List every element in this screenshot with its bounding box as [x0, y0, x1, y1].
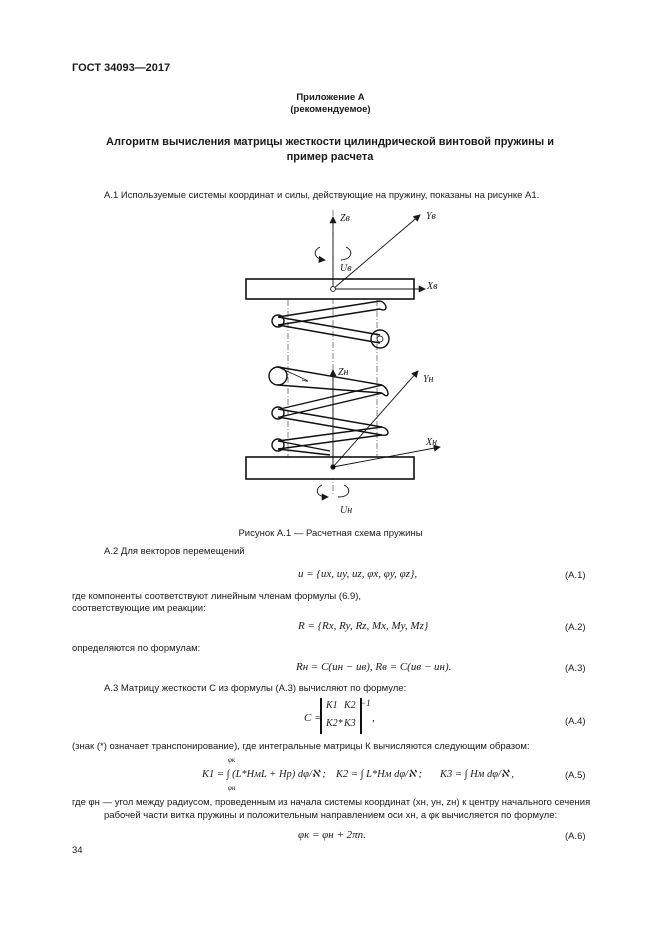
z-top-label: Zв [340, 213, 350, 224]
paragraph-phi-line2: рабочей части витка пружины и положительным направлением оси xн, а φк вычисляется по формуле: [104, 810, 558, 821]
bottom-origin [330, 464, 335, 469]
equation-a5-number: (А.5) [565, 770, 586, 781]
standard-header: ГОСТ 34093—2017 [72, 62, 171, 74]
matrix-k3: K3 [344, 718, 356, 729]
y-top-axis [333, 215, 420, 289]
top-origin [331, 287, 336, 292]
integral-upper-limit: φк [228, 756, 236, 764]
bottom-rotation-arrow [317, 485, 328, 497]
u-top-label: Uв [340, 263, 352, 274]
paragraph-components: где компоненты соответствуют линейным членам формулы (6.9), [72, 591, 362, 602]
matrix-k2: K2 [344, 700, 356, 711]
matrix-k2-star: K2* [326, 718, 343, 729]
spring-figure [230, 205, 460, 520]
x-top-label: Xв [427, 281, 438, 292]
y-top-label: Yв [426, 211, 436, 222]
equation-a4-tail: , [372, 712, 375, 724]
matrix-exponent: −1 [360, 698, 371, 708]
equation-a2: R = {Rx, Ry, Rz, Mx, My, Mz} [298, 620, 429, 632]
paragraph-a2: А.2 Для векторов перемещений [104, 546, 245, 557]
appendix-status: (рекомендуемое) [290, 104, 371, 115]
equation-a4-number: (А.4) [565, 716, 586, 727]
equation-a6: φк = φн + 2πn. [298, 829, 366, 841]
lower-coils [269, 367, 388, 455]
stiffness-matrix [320, 698, 362, 734]
figure-caption: Рисунок А.1 — Расчетная схема пружины [238, 528, 423, 539]
equation-a6-number: (А.6) [565, 831, 586, 842]
paragraph-phi-line1: где φн — угол между радиусом, проведенным из начала системы координат (xн, yн, zн) к центру начального сечения [72, 797, 591, 808]
paragraph-determined: определяются по формулам: [72, 643, 201, 654]
paragraph-a3: А.3 Матрицу жесткости С из формулы (А.3) вычисляют по формуле: [104, 683, 407, 694]
z-bottom-label: Zн [338, 367, 349, 378]
paragraph-reactions: соответствующие им реакции: [72, 603, 206, 614]
equation-a5-k1: K1 = ∫ (L*HмL + Hр) dφ/ℵ ; [202, 769, 326, 780]
appendix-title: Приложение А [296, 92, 365, 103]
top-rotation-arrow [315, 247, 325, 260]
equation-a4-lhs: C = [304, 712, 322, 724]
main-title: Алгоритм вычисления матрицы жесткости цилиндрической винтовой пружины и пример расчета [106, 136, 554, 163]
upper-coils [272, 301, 389, 348]
x-bottom-label: Xн [426, 437, 438, 448]
page-number: 34 [72, 845, 83, 856]
integral-lower-limit: φн [228, 784, 236, 792]
equation-a3-number: (А.3) [565, 663, 586, 674]
equation-a1-number: (А.1) [565, 570, 586, 581]
paragraph-transpose: (знак (*) означает транспонирование), где интегральные матрицы К вычисляются следующим образом: [72, 741, 530, 752]
u-bottom-label: Uн [340, 505, 353, 516]
equation-a3: Rн = C(uн − uв), Rв = C(uв − uн). [296, 661, 452, 673]
equation-a2-number: (А.2) [565, 622, 586, 633]
equation-a1: u = {ux, uy, uz, φx, φy, φz}, [298, 568, 418, 580]
equation-a5-k3: K3 = ∫ Hм dφ/ℵ , [440, 769, 515, 780]
paragraph-a1: А.1 Используемые системы координат и силы, действующие на пружину, показаны на рисунке А1. [104, 190, 540, 201]
y-bottom-axis [333, 371, 418, 467]
y-bottom-label: Yн [423, 374, 434, 385]
matrix-k1: K1 [326, 700, 338, 711]
equation-a5-k2: K2 = ∫ L*Hм dφ/ℵ ; [336, 769, 423, 780]
bottom-plate [246, 457, 414, 479]
